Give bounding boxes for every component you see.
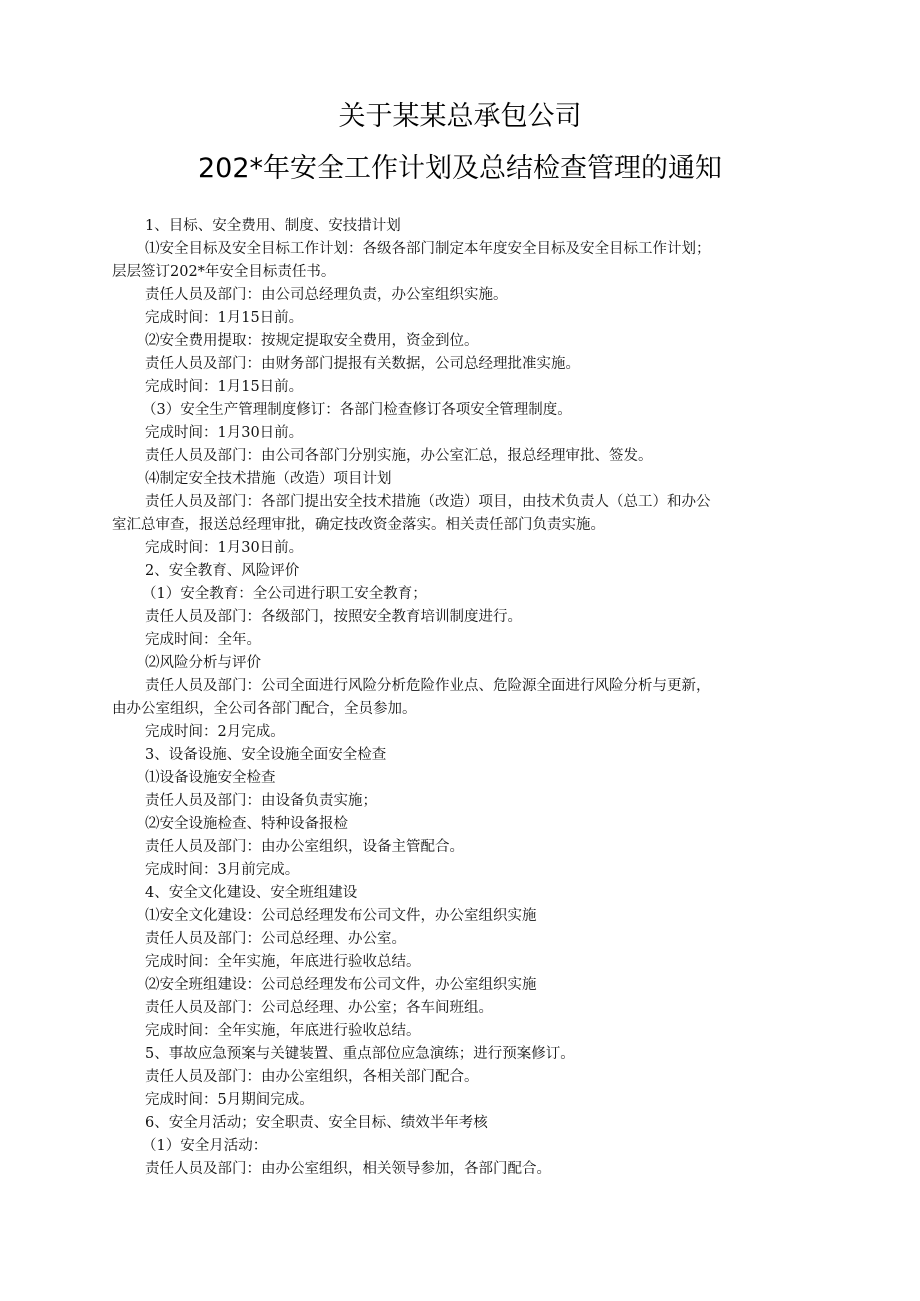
paragraph-line: 完成时间：1月15日前。 — [145, 379, 304, 395]
paragraph-line: 完成时间：1月15日前。 — [145, 310, 304, 326]
paragraph-line: ⑴设备设施安全检查 — [145, 770, 276, 786]
paragraph-line: （3）安全生产管理制度修订：各部门检查修订各项安全管理制度。 — [142, 402, 572, 418]
paragraph-line: 责任人员及部门：由办公室组织，相关领导参加，各部门配合。 — [145, 1161, 551, 1177]
document-title-line2: 202*年安全工作计划及总结检查管理的通知 — [197, 153, 723, 184]
document-title-line1: 关于某某总承包公司 — [338, 101, 582, 132]
paragraph-line: 完成时间：5月期间完成。 — [145, 1092, 314, 1108]
paragraph-line: 责任人员及部门：由办公室组织，各相关部门配合。 — [145, 1069, 479, 1085]
paragraph-line: ⑵风险分析与评价 — [145, 655, 261, 671]
paragraph-line: 责任人员及部门：公司全面进行风险分析危险作业点、危险源全面进行风险分析与更新， — [145, 678, 711, 694]
section-heading: 6、安全月活动；安全职责、安全目标、绩效半年考核 — [145, 1115, 488, 1131]
paragraph-line: 由办公室组织，全公司各部门配合，全员参加。 — [112, 701, 417, 717]
paragraph-line: 室汇总审查，报送总经理审批，确定技改资金落实。相关责任部门负责实施。 — [112, 517, 605, 533]
paragraph-line: ⑴安全文化建设：公司总经理发布公司文件，办公室组织实施 — [145, 908, 537, 924]
paragraph-line: ⑴安全目标及安全目标工作计划：各级各部门制定本年度安全目标及安全目标工作计划； — [145, 241, 711, 257]
paragraph-line: 责任人员及部门：由办公室组织，设备主管配合。 — [145, 839, 464, 855]
paragraph-line: ⑵安全设施检查、特种设备报检 — [145, 816, 348, 832]
paragraph-line: 完成时间：全年实施，年底进行验收总结。 — [145, 954, 421, 970]
paragraph-line: ⑵安全费用提取：按规定提取安全费用，资金到位。 — [145, 333, 479, 349]
paragraph-line: 责任人员及部门：公司总经理、办公室；各车间班组。 — [145, 1000, 493, 1016]
paragraph-line: 层层签订202*年安全目标责任书。 — [112, 264, 336, 280]
paragraph-line: 责任人员及部门：公司总经理、办公室。 — [145, 931, 406, 947]
paragraph-line: 完成时间：2月完成。 — [145, 724, 285, 740]
paragraph-line: 完成时间：1月30日前。 — [145, 540, 304, 556]
paragraph-line: 完成时间：3月前完成。 — [145, 862, 300, 878]
document-body — [112, 215, 812, 1181]
section-heading: 3、设备设施、安全设施全面安全检查 — [145, 747, 387, 763]
paragraph-line: ⑵安全班组建设：公司总经理发布公司文件，办公室组织实施 — [145, 977, 537, 993]
paragraph-line: （1）安全月活动： — [142, 1138, 268, 1154]
paragraph-line: 完成时间：全年。 — [145, 632, 261, 648]
section-heading: 4、安全文化建设、安全班组建设 — [145, 885, 358, 901]
paragraph-line: 完成时间：1月30日前。 — [145, 425, 304, 441]
paragraph-line: 责任人员及部门：由财务部门提报有关数据，公司总经理批准实施。 — [145, 356, 580, 372]
paragraph-line: 责任人员及部门：各级部门，按照安全教育培训制度进行。 — [145, 609, 522, 625]
paragraph-line: 责任人员及部门：由公司各部门分别实施，办公室汇总，报总经理审批、签发。 — [145, 448, 653, 464]
paragraph-line: （1）安全教育：全公司进行职工安全教育； — [142, 586, 427, 602]
paragraph-line: 责任人员及部门：各部门提出安全技术措施（改造）项目，由技术负责人（总工）和办公 — [145, 494, 711, 510]
section-heading: 2、安全教育、风险评价 — [145, 563, 300, 579]
section-heading: 1、目标、安全费用、制度、安技措计划 — [145, 218, 401, 234]
section-heading: 5、事故应急预案与关键装置、重点部位应急演练；进行预案修订。 — [145, 1046, 575, 1062]
paragraph-line: 责任人员及部门：由公司总经理负责，办公室组织实施。 — [145, 287, 508, 303]
paragraph-line: ⑷制定安全技术措施（改造）项目计划 — [145, 471, 392, 487]
paragraph-line: 责任人员及部门：由设备负责实施； — [145, 793, 377, 809]
paragraph-line: 完成时间：全年实施，年底进行验收总结。 — [145, 1023, 421, 1039]
